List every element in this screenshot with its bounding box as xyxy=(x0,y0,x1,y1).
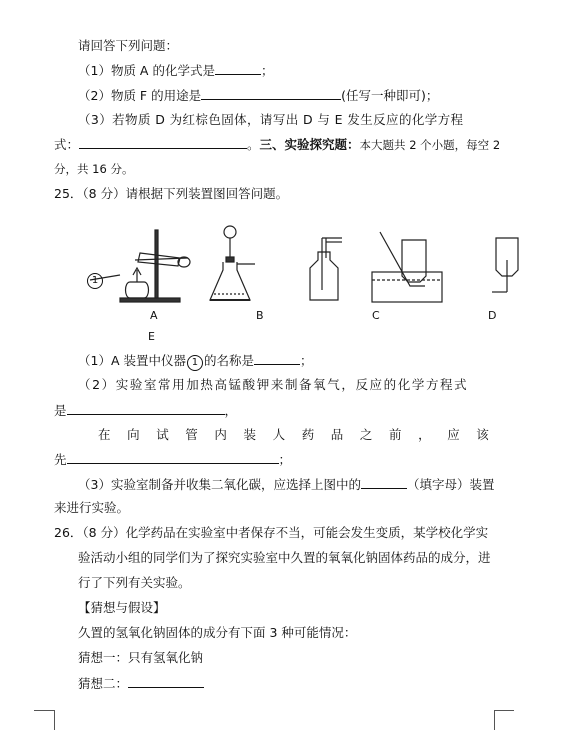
answer-blank-a[interactable] xyxy=(215,62,261,75)
apparatus-c xyxy=(310,238,342,300)
q24-intro: 请回答下列问题： xyxy=(78,38,179,53)
q25-p1-text: （1）A 装置中仪器 xyxy=(78,353,186,368)
apparatus-figure xyxy=(80,220,520,330)
q25-p3-text: （3）实验室制备并收集二氧化碳，应选择上图中的 xyxy=(78,477,361,492)
q25-title: 25．（8 分）请根据下列装置图回答问题。 xyxy=(54,186,289,201)
q25-part2-line4 xyxy=(54,451,291,468)
q25-part2-line1: （2）实验室常用加热高锰酸钾来制备氧气，反应的化学方程式 xyxy=(78,377,469,392)
label-e: E xyxy=(148,330,155,343)
q24-part3-line2 xyxy=(54,136,500,153)
q26-line3: 行了下列有关实验。 xyxy=(78,575,191,590)
q26-line1: 26．（8 分）化学药品在实验室中者保存不当，可能会发生变质，某学校化学实 xyxy=(54,525,489,540)
q24-p2-suffix: (任写一种即可)； xyxy=(341,88,439,103)
q25-p2-line4-prefix: 先 xyxy=(54,452,67,467)
section-desc: 本大题共 2 个小题，每空 2 xyxy=(359,138,501,152)
q24-p1-text: （1）物质 A 的化学式是 xyxy=(78,63,215,78)
q26-line2: 验活动小组的同学们为了探究实验室中久置的氧氧化钠固体药品的成分，进 xyxy=(78,550,491,565)
answer-blank-check[interactable] xyxy=(67,451,279,464)
apparatus-d xyxy=(372,232,442,302)
q26-guess2-label: 猜想二： xyxy=(78,676,129,691)
page-corner-mark-left-h xyxy=(34,710,54,711)
q25-part1 xyxy=(78,352,313,371)
q25-p2-line4-suffix: ； xyxy=(278,452,292,467)
circle-one-icon: 1 xyxy=(187,355,203,371)
answer-blank-equation[interactable] xyxy=(79,136,247,149)
q25-p2-suffix: ， xyxy=(224,403,238,418)
q24-p2-text: （2）物质 F 的用途是 xyxy=(78,88,202,103)
q25-p3-suffix: （填字母）装置 xyxy=(406,477,495,492)
section-title: 三、实验探究题： xyxy=(259,137,360,152)
answer-blank-co2-apparatus[interactable] xyxy=(361,476,407,489)
q24-part2 xyxy=(78,87,438,104)
q25-p1-suffix: ； xyxy=(300,353,313,368)
q26-heading: 【猜想与假设】 xyxy=(78,600,166,615)
q24-p3-prefix: 式： xyxy=(54,137,80,152)
q26-desc: 久置的氢氧化钠固体的成分有下面 3 种可能情况： xyxy=(78,625,357,640)
label-d: D xyxy=(488,309,497,322)
q26-guess1: 猜想一：只有氢氧化钠 xyxy=(78,650,204,665)
section-desc-line2: 分，共 16 分。 xyxy=(54,162,134,176)
apparatus-b xyxy=(210,226,255,300)
label-b: B xyxy=(256,309,264,322)
q24-part1 xyxy=(78,62,273,79)
answer-blank-kmno4-equation[interactable] xyxy=(67,402,225,415)
apparatus-a xyxy=(90,230,190,302)
answer-blank-instrument[interactable] xyxy=(254,352,300,365)
q25-p1-mid: 的名称是 xyxy=(203,353,254,368)
label-c: C xyxy=(372,309,380,322)
q26-guess2 xyxy=(78,675,204,692)
q24-part3-line1: （3）若物质 D 为红棕色固体，请写出 D 与 E 发生反应的化学方程 xyxy=(78,112,464,127)
page-corner-mark-left-v xyxy=(34,710,55,730)
page-corner-mark-right-h xyxy=(494,710,514,711)
answer-blank-f[interactable] xyxy=(201,87,341,100)
label-a: A xyxy=(150,309,158,322)
instrument-1-marker: 1 xyxy=(87,273,103,289)
q25-p2-prefix: 是 xyxy=(54,403,67,418)
q25-part3 xyxy=(78,476,494,493)
q25-part3-line2: 来进行实验。 xyxy=(54,500,130,515)
q25-part2-line3: 在向试管内装人药品之前，应该 xyxy=(98,427,506,442)
q24-p3-suffix: 。 xyxy=(247,137,260,152)
q25-part2-line2 xyxy=(54,402,237,419)
answer-blank-guess2[interactable] xyxy=(128,675,204,688)
page-corner-mark-right-v xyxy=(494,710,515,730)
apparatus-e xyxy=(492,238,518,292)
q24-p1-suffix: ； xyxy=(260,63,274,78)
